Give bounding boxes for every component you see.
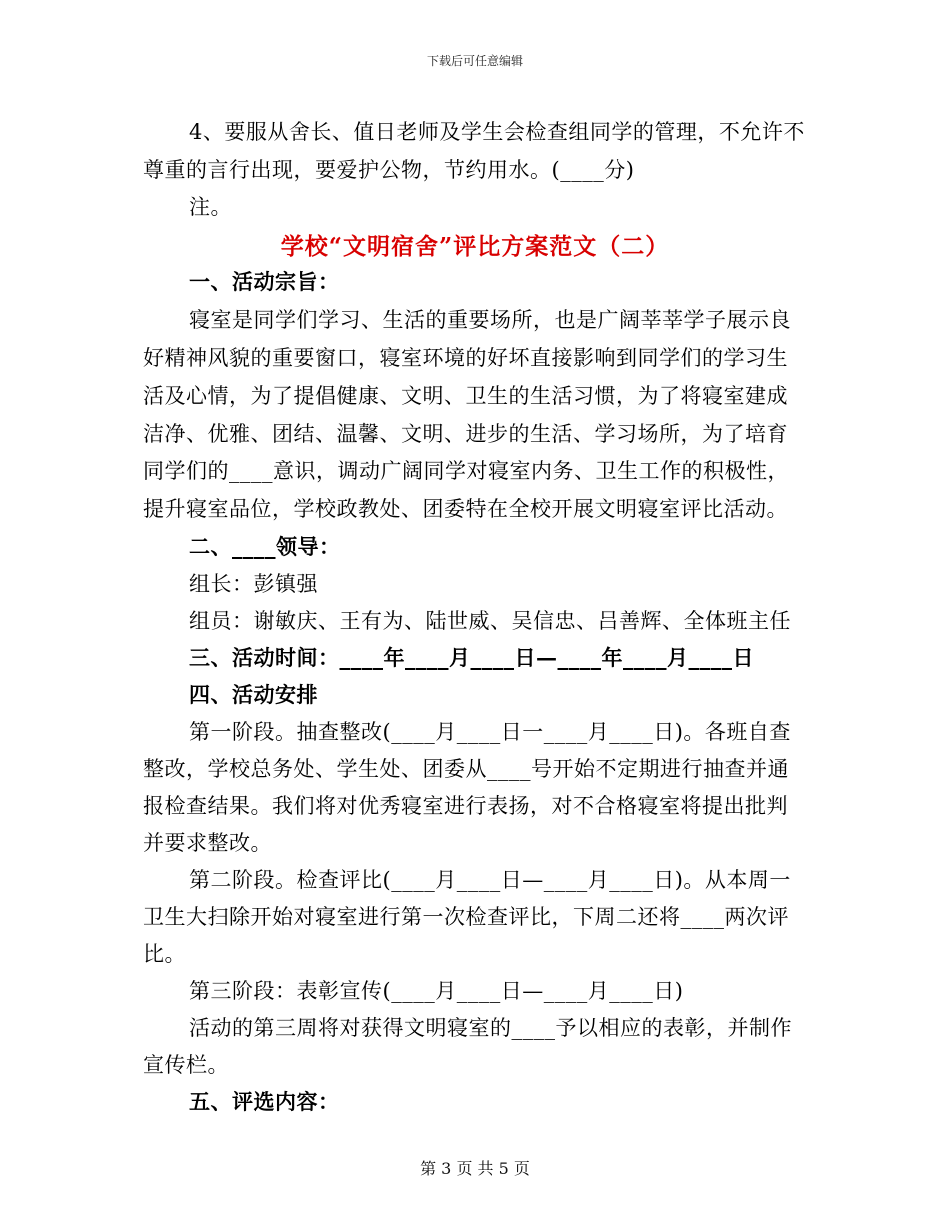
paragraph-line: 同学们的____意识，调动广阔同学对寝室内务、卫生工作的积极性，: [143, 459, 789, 483]
page-footer: 第 3 页 共 5 页: [420, 1159, 530, 1178]
stage-2-line: 卫生大扫除开始对寝室进行第一次检查评比，下周二还将____两次评: [143, 905, 789, 929]
stage-3-line: 第三阶段：表彰宣传(____月____日—____月____日): [189, 979, 684, 1003]
heading-purpose: 一、活动宗旨：: [189, 269, 340, 294]
stage-1-line: 并要求整改。: [143, 831, 272, 855]
stage-3-line: 活动的第三周将对获得文明寝室的____予以相应的表彰，并制作: [189, 1016, 792, 1040]
stage-2-line: 第二阶段。检查评比(____月____日—____月____日)。从本周一: [189, 868, 791, 892]
heading-time: 三、活动时间：____年____月____日—____年____月____日: [189, 645, 754, 670]
paragraph-line: 好精神风貌的重要窗口，寝室环境的好坏直接影响到同学们的学习生: [143, 346, 788, 370]
rule-4-line-1: 4、要服从舍长、值日老师及学生会检查组同学的管理，不允许不: [189, 120, 805, 144]
paragraph-line: 寝室是同学们学习、生活的重要场所，也是广阔莘莘学子展示良: [189, 308, 791, 332]
group-members: 组员：谢敏庆、王有为、陆世威、吴信忠、吕善辉、全体班主任: [189, 609, 791, 633]
stage-1-line: 第一阶段。抽查整改(____月____日一____月____日)。各班自查: [189, 720, 791, 744]
paragraph-line: 洁净、优雅、团结、温馨、文明、进步的生活、学习场所，为了培育: [143, 422, 788, 446]
heading-arrangement: 四、活动安排: [189, 682, 318, 707]
note-line: 注。: [189, 195, 232, 219]
paragraph-line: 活及心情，为了提倡健康、文明、卫生的生活习惯，为了将寝室建成: [143, 384, 788, 408]
page-header: 下载后可任意编辑: [426, 54, 523, 68]
heading-leadership: 二、____领导：: [189, 534, 341, 559]
section-title: 学校“文明宿舍”评比方案范文（二）: [280, 233, 670, 260]
stage-1-line: 报检查结果。我们将对优秀寝室进行表扬，对不合格寝室将提出批判: [143, 794, 788, 818]
group-leader: 组长：彭镇强: [189, 572, 318, 596]
stage-1-line: 整改，学校总务处、学生处、团委从____号开始不定期进行抽查并通: [143, 757, 789, 781]
stage-3-line: 宣传栏。: [143, 1053, 229, 1077]
paragraph-line: 提升寝室品位，学校政教处、团委特在全校开展文明寝室评比活动。: [143, 497, 788, 521]
stage-2-line: 比。: [143, 942, 186, 966]
rule-4-line-2: 尊重的言行出现，要爱护公物，节约用水。(____分): [143, 158, 635, 182]
heading-content: 五、评选内容：: [189, 1089, 340, 1114]
